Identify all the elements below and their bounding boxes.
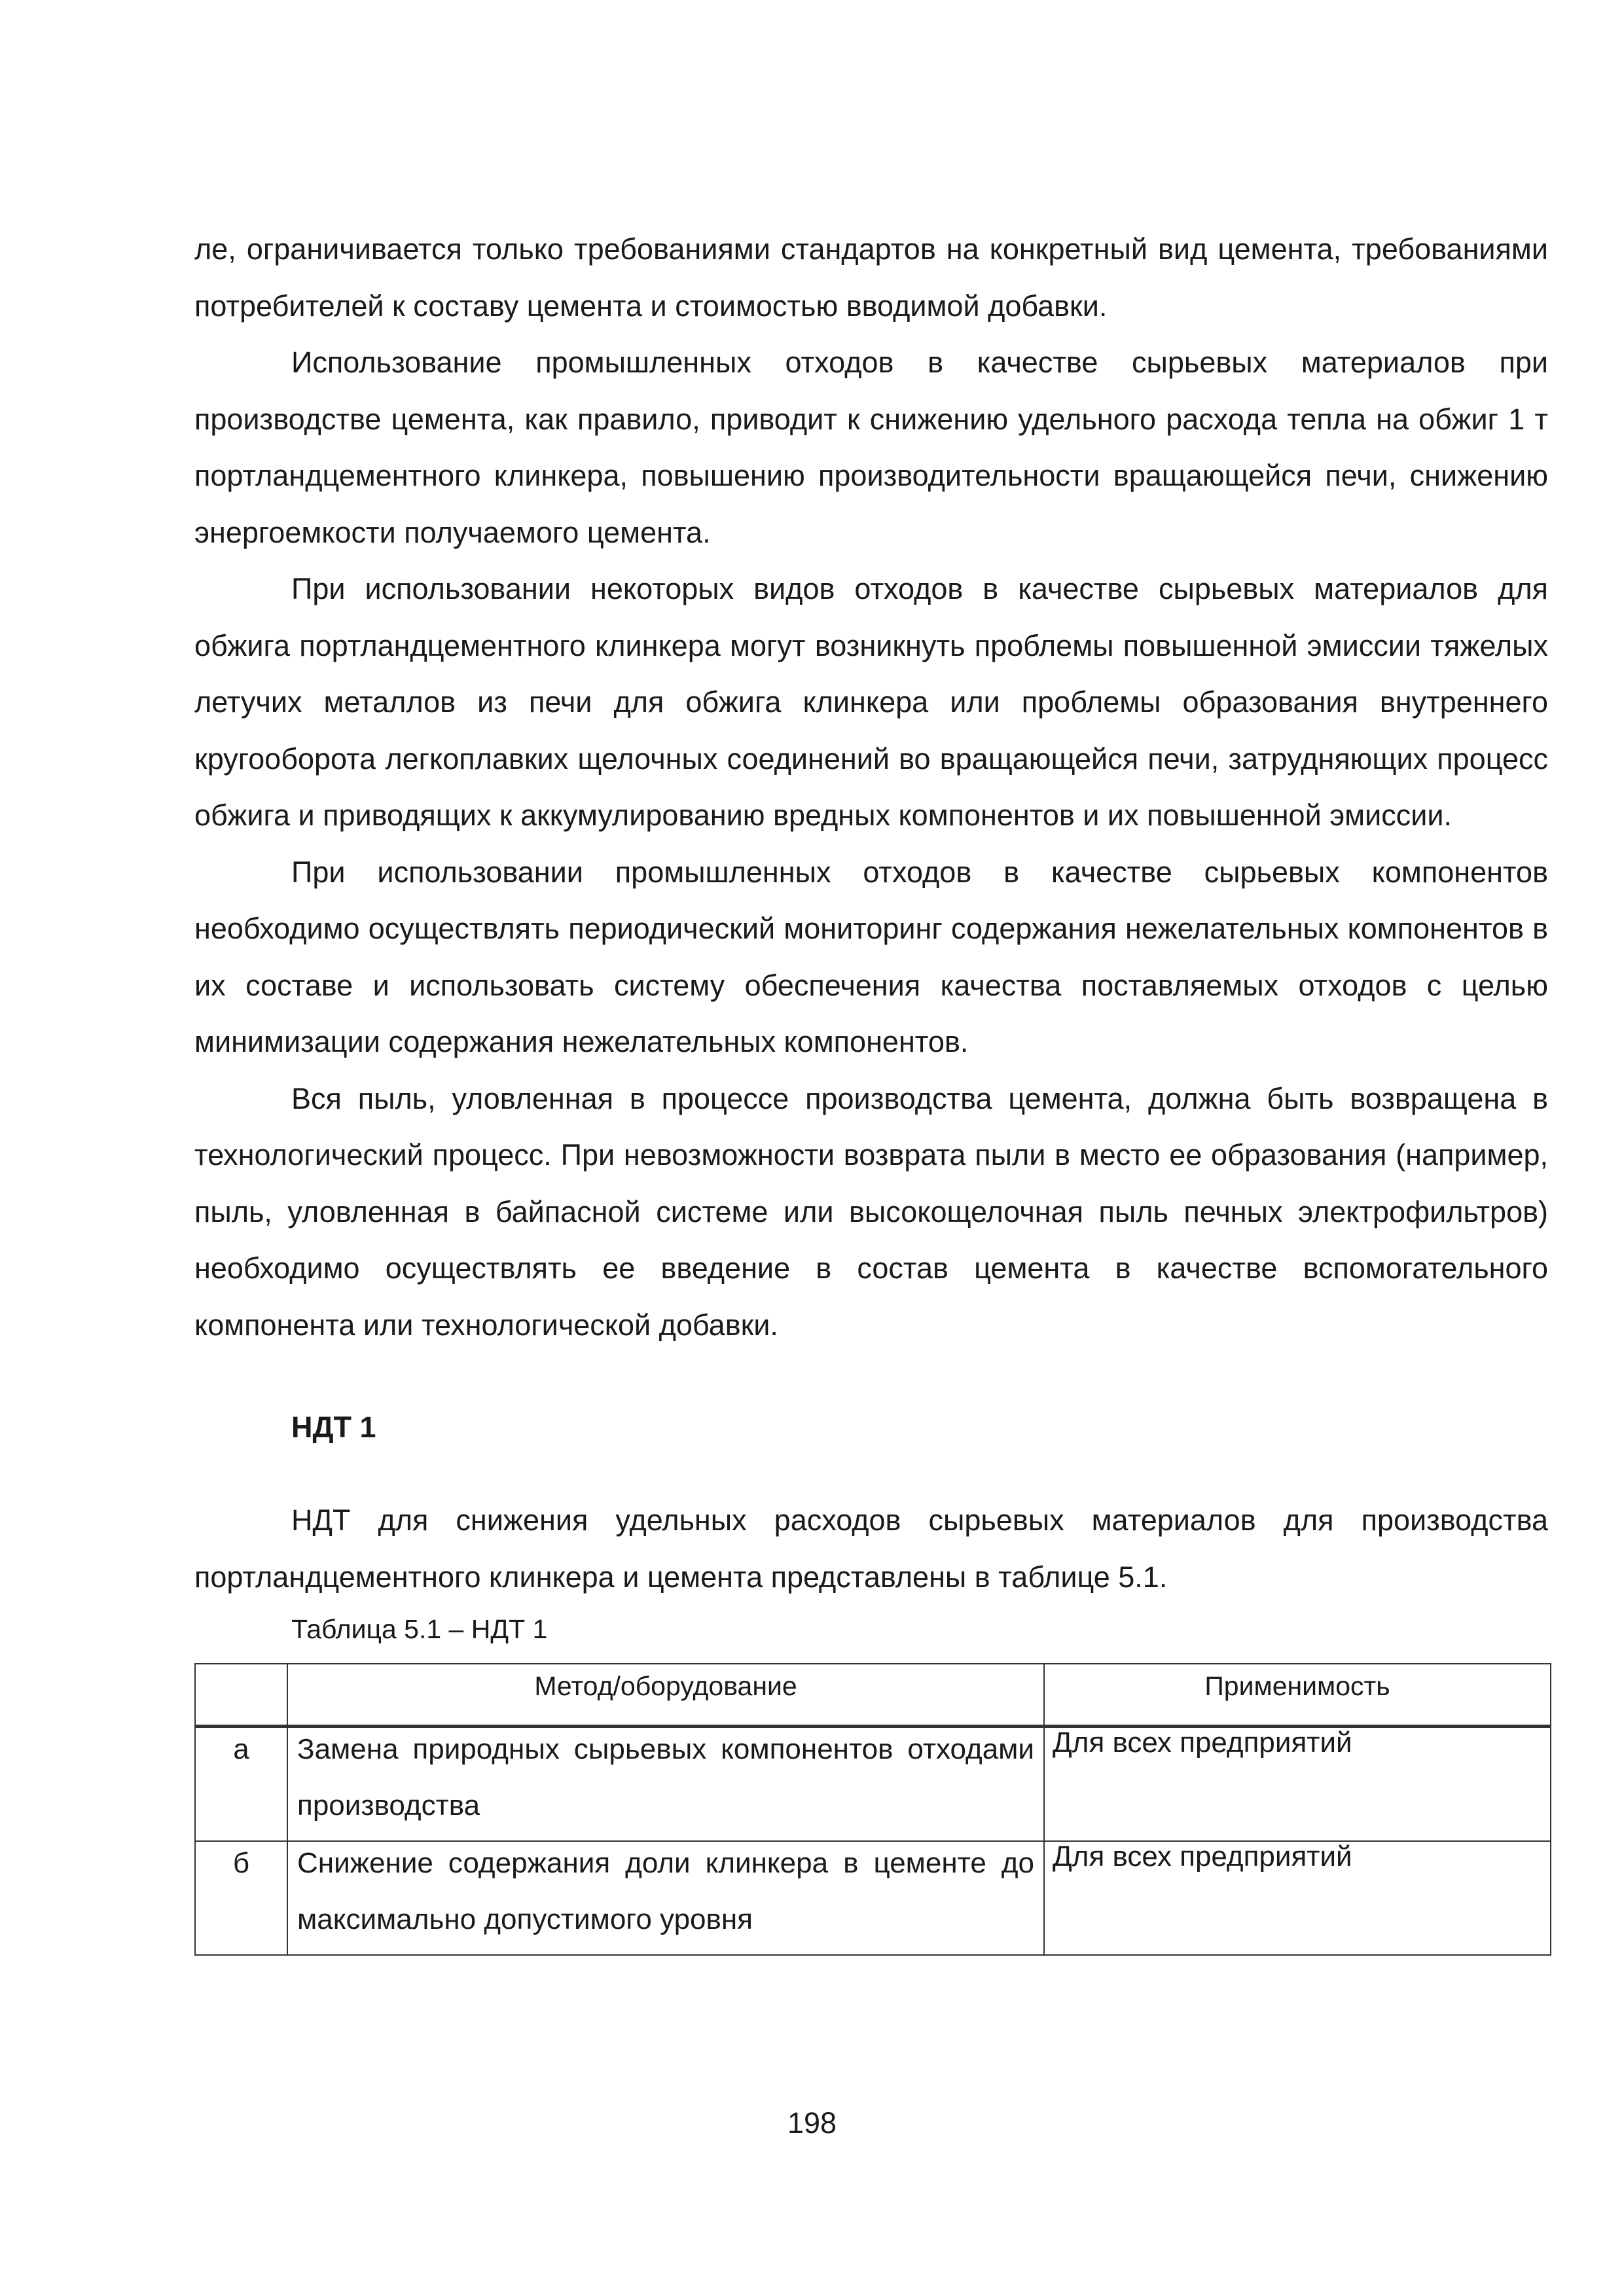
row-num-text: а [233, 1733, 249, 1765]
row-method-text: Замена природных сырьевых компонентов отходами производства [297, 1733, 1034, 1821]
header-applicability: Применимость [1044, 1664, 1551, 1727]
table-row [195, 1841, 1551, 1955]
paragraph-industrial-waste-usage: Использование промышленных отходов в качестве сырьевых материалов при производстве цемента, как правило, приводит к снижению удельного расхода тепла на обжиг 1 т портландцементного клинкера, повышению производительности вращающейся печи, снижению энергоемкости получаемого цемента. [194, 346, 1548, 549]
document-page [194, 208, 1548, 1956]
row-applicability [1044, 1841, 1551, 1955]
table-header-row [195, 1664, 1551, 1727]
row-num [195, 1841, 287, 1955]
section-heading: НДТ 1 [291, 1410, 376, 1444]
row-method [287, 1841, 1044, 1955]
paragraph-continuation: ле, ограничивается только требованиями стандартов на конкретный вид цемента, требованиями потребителей к составу цемента и стоимостью вводимой добавки. [194, 232, 1548, 323]
ndt-table [194, 1663, 1551, 1956]
row-num-text: б [232, 1847, 250, 1879]
row-applicability-text: Для всех предприятий [1053, 1727, 1352, 1759]
paragraph-table-intro: НДТ для снижения удельных расходов сырьевых материалов для производства портландцементного клинкера и цемента представлены в таблице 5.1. [194, 1503, 1548, 1594]
table-row [195, 1727, 1551, 1842]
table-caption: Таблица 5.1 – НДТ 1 [291, 1614, 548, 1644]
header-method: Метод/оборудование [287, 1664, 1044, 1727]
row-method [287, 1727, 1044, 1842]
row-applicability-text: Для всех предприятий [1053, 1840, 1352, 1873]
row-num [195, 1727, 287, 1842]
header-num [195, 1664, 287, 1727]
paragraph-monitoring: При использовании промышленных отходов в качестве сырьевых компонентов необходимо осуществлять периодический мониторинг содержания нежелательных компонентов в их составе и использовать систему обеспечения качества поставляемых отходов с целью минимизации содержания нежелательных компонентов. [194, 855, 1548, 1058]
row-method-text: Снижение содержания доли клинкера в цементе до максимально допустимого уровня [297, 1847, 1034, 1935]
paragraph-emission-problems: При использовании некоторых видов отходов в качестве сырьевых материалов для обжига портландцементного клинкера могут возникнуть проблемы повышенной эмиссии тяжелых летучих металлов из печи для обжига клинкера или проблемы образования внутреннего кругооборота легкоплавких щелочных соединений во вращающейся печи, затрудняющих процесс обжига и приводящих к аккумулированию вредных компонентов и их повышенной эмиссии. [194, 572, 1548, 832]
page-number: 198 [787, 2106, 837, 2140]
row-applicability [1044, 1727, 1551, 1842]
paragraph-dust-return: Вся пыль, уловленная в процессе производства цемента, должна быть возвращена в технологический процесс. При невозможности возврата пыли в место ее образования (например, пыль, уловленная в байпасной системе или высокощелочная пыль печных электрофильтров) необходимо осуществлять ее введение в состав цемента в качестве вспомогательного компонента или технологической добавки. [194, 1081, 1548, 1342]
